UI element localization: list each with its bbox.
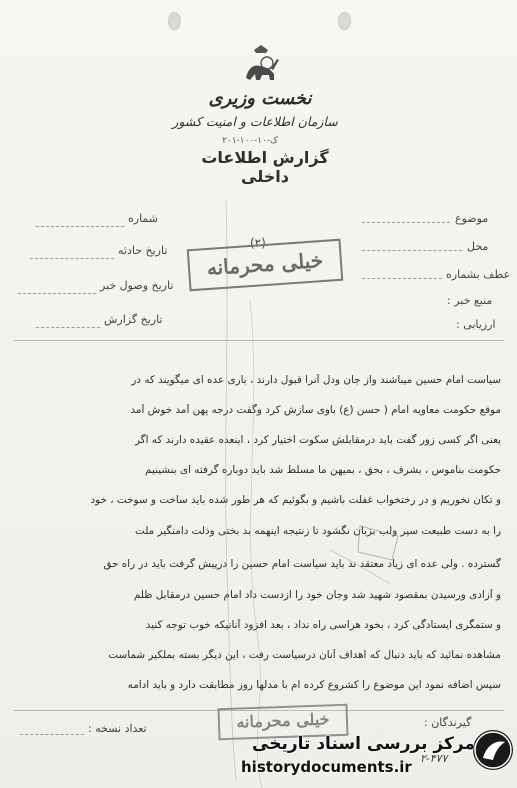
news-received-label: تاریخ وصول خبر bbox=[100, 279, 174, 292]
source-label: منبع خبر : bbox=[447, 294, 493, 307]
watermark-title: مرکز بررسی اسناد تاریخی bbox=[252, 734, 475, 754]
report-date-label: تاریخ گزارش bbox=[104, 313, 163, 326]
body-line-2: موقع حکومت معاویه امام ( حسن (ع) باوی سازش کرد وگفت درجه پهن آمد خوش آمد bbox=[130, 404, 501, 416]
archive-logo-icon bbox=[473, 730, 513, 770]
news-received-line bbox=[18, 293, 96, 294]
org-code: ۲۰۱-۱۰۰-۱۰-ک bbox=[222, 136, 278, 146]
body-line-11: سپس اضافه نمود این موضوع را کشروع کرده ام با مدلها روز مطابقت دارد و باید ادامه bbox=[127, 679, 501, 691]
report-title: گزارش اطلاعات داخلی bbox=[201, 148, 329, 186]
body-line-4: حکومت بناموس ، بشرف ، بحق ، بمیهن ما مسلط شد باید دوباره گرفته ای بنشینیم bbox=[145, 464, 501, 476]
header-divider bbox=[14, 340, 504, 341]
body-line-6: را به دست طبیعت سپر ولب بزبان نگشود تا زنتیجه اینهمه بد بختی وذلت دامنگیر ملت bbox=[135, 525, 501, 537]
event-date-line bbox=[30, 258, 114, 259]
report-date-line bbox=[36, 327, 100, 328]
lion-and-sun-emblem-icon bbox=[240, 44, 282, 86]
watermark bbox=[235, 728, 515, 784]
top-secret-stamp: خیلی محرمانه bbox=[187, 239, 344, 292]
body-line-3: یعنی اگر کسی زور گفت باید درمقابلش سکوت اختیار کرد ، اینعده عقیده دارند که اگر bbox=[134, 434, 501, 446]
body-line-5: و تکان نخوریم و در رختخواب غفلت باشیم و بگوئیم که هر طور شده باید ساخت و سوخت ، خود bbox=[90, 494, 501, 506]
rating-label: ارزیابی : bbox=[456, 318, 496, 331]
subject-line bbox=[362, 222, 450, 223]
body-line-7: گسترده . ولی عده ای زیاد معتقد ند باید سیاست امام حسین را درپیش گرفت باید در راه حق bbox=[103, 558, 501, 570]
recipients-label: گیرندگان : bbox=[424, 716, 472, 729]
page-number: (۲) bbox=[250, 236, 266, 250]
reference-line bbox=[362, 278, 442, 279]
handwritten-code: ۲-۴۷۷ bbox=[420, 752, 448, 765]
copies-line bbox=[20, 734, 84, 735]
body-line-9: و ستمگری ایستادگی کرد ، بخود هراسی راه نداد ، بعد افزود آنانیکه خوب توجه کنید bbox=[145, 619, 501, 631]
punch-hole-right bbox=[338, 12, 351, 30]
event-date-label: تاریخ حادثه bbox=[118, 244, 168, 257]
punch-hole-left bbox=[168, 12, 181, 30]
location-line bbox=[362, 250, 462, 251]
org-title: نخست وزیری bbox=[208, 88, 312, 109]
location-label: محل bbox=[467, 240, 489, 253]
number-line bbox=[36, 226, 124, 227]
subject-label: موضوع bbox=[455, 212, 489, 225]
bottom-secret-stamp: خیلی محرمانه bbox=[217, 704, 348, 741]
copies-label: تعداد نسخه : bbox=[88, 722, 147, 735]
reference-label: عطف بشماره bbox=[446, 268, 511, 281]
watermark-url: historydocuments.ir bbox=[241, 758, 412, 776]
body-line-8: و آزادی ورسیدن بمقصود شهید شد وجان خود را ازدست داد امام حسین درمقابل ظلم bbox=[133, 589, 501, 601]
body-line-1: سیاست امام حسین میباشند واز جان ودل آنرا قبول دارند ، باری عده ای میگویند که در bbox=[131, 374, 501, 386]
org-subtitle: سازمان اطلاعات و امنیت کشور bbox=[172, 114, 338, 129]
body-line-10: مشاهده نمائید که باید دنبال که اهداف آنان درسیاست رفت ، این دیگر بسته بملکیر شماست bbox=[108, 649, 501, 661]
number-label: شماره bbox=[128, 212, 159, 225]
